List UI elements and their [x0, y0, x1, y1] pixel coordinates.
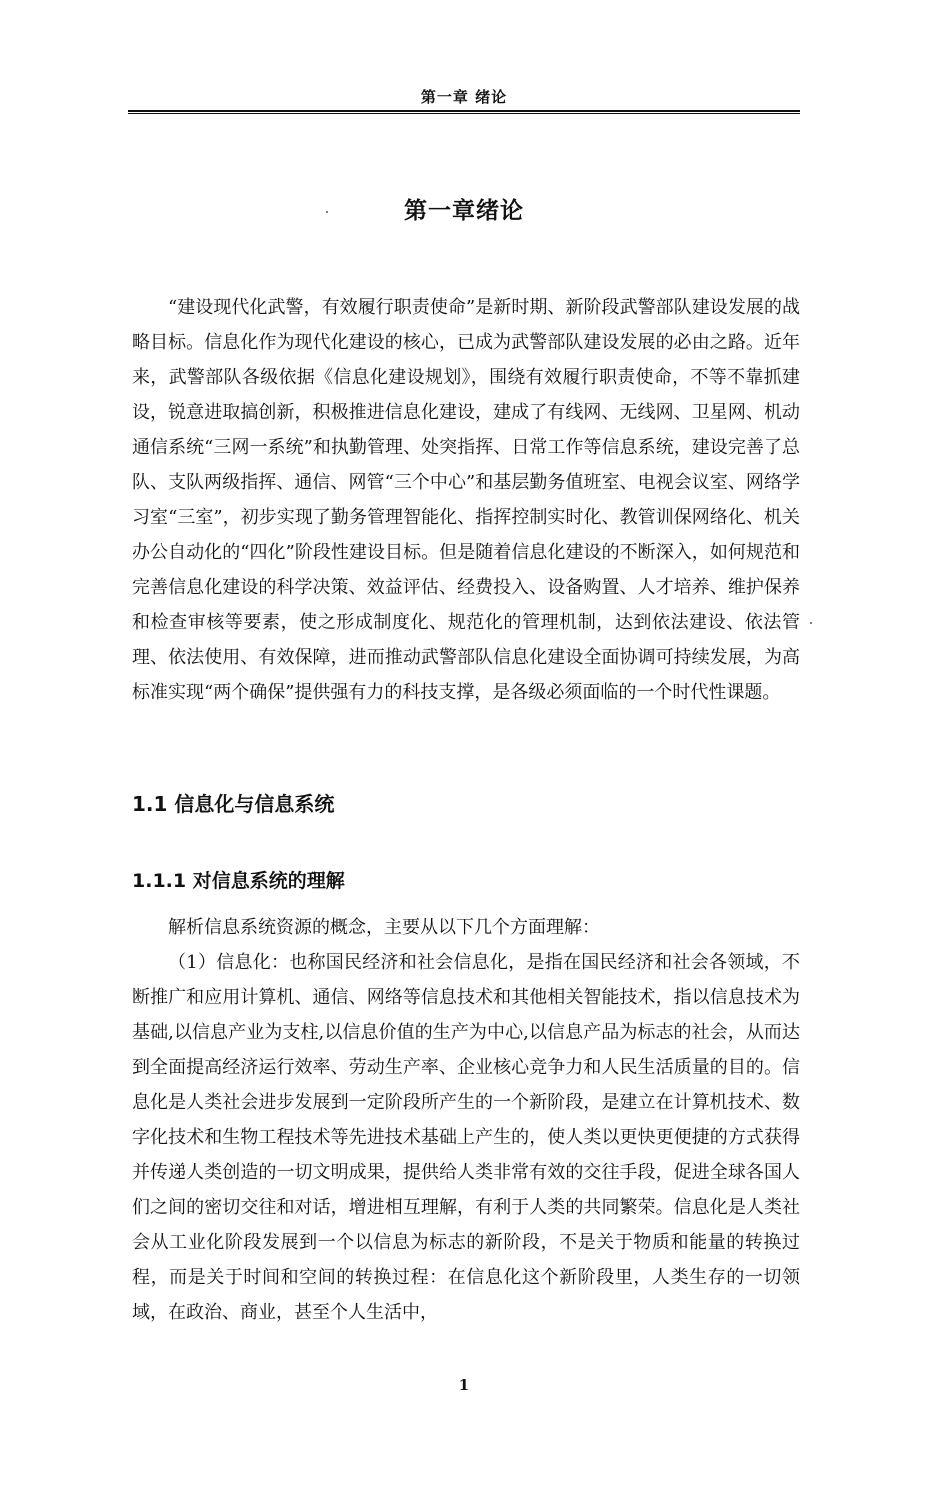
item-1-paragraph: （1）信息化：也称国民经济和社会信息化，是指在国民经济和社会各领域，不断推广和应用计算机、通信、网络等信息技术和其他相关智能技术，指以信息技术为基础,以信息产业为支柱,以信息价值的生产为中心,以信息产品为标志的社会，从而达到全面提高经济运行效率、劳动生产率、企业核心竞争力和人民生活质量的目的。信息化是人类社会进步发展到一定阶段所产生的一个新阶段，是建立在计算机技术、数字化技术和生物工程技术等先进技术基础上产生的，使人类以更快更便捷的方式获得并传递人类创造的一切文明成果，提供给人类非常有效的交往手段，促进全球各国人们之间的密切交往和对话，增进相互理解，有利于人类的共同繁荣。信息化是人类社会从工业化阶段发展到一个以信息为标志的新阶段，不是关于物质和能量的转换过程，而是关于时间和空间的转换过程：在信息化这个新阶段里，人类生存的一切领域，在政治、商业，甚至个人生活中，: [132, 952, 800, 1323]
subsection-heading: 1.1.1 对信息系统的理解: [132, 870, 345, 892]
section-heading: 1.1 信息化与信息系统: [132, 792, 335, 816]
intro-paragraph: “建设现代化武警，有效履行职责使命”是新时期、新阶段武警部队建设发展的战略目标。信息化作为现代化建设的核心，已成为武警部队建设发展的必由之路。近年来，武警部队各级依据《信息化建设规划》，围绕有效履行职责使命，不等不靠抓建设，锐意进取搞创新，积极推进信息化建设，建成了有线网、无线网、卫星网、机动通信系统“三网一系统”和执勤管理、处突指挥、日常工作等信息系统，建设完善了总队、支队两级指挥、通信、网管“三个中心”和基层勤务值班室、电视会议室、网络学习室“三室”，初步实现了勤务管理智能化、指挥控制实时化、教管训保网络化、机关办公自动化的“四化”阶段性建设目标。但是随着信息化建设的不断深入，如何规范和完善信息化建设的科学决策、效益评估、经费投入、设备购置、人才培养、维护保养和检查审核等要素，使之形成制度化、规范化的管理机制，达到依法建设、依法管理、依法使用、有效保障，进而推动武警部队信息化建设全面协调可持续发展，为高标准实现“两个确保”提供强有力的科技支撑，是各级必须面临的一个时代性课题。: [132, 297, 800, 703]
scan-speck: [810, 622, 812, 624]
chapter-title: 第一章绪论: [404, 198, 524, 224]
running-header: 第一章 绪论: [420, 88, 508, 106]
lead-paragraph: 解析信息系统资源的概念，主要从以下几个方面理解：: [168, 917, 600, 938]
header-rule: [128, 110, 800, 114]
page-number: 1: [458, 1376, 470, 1394]
